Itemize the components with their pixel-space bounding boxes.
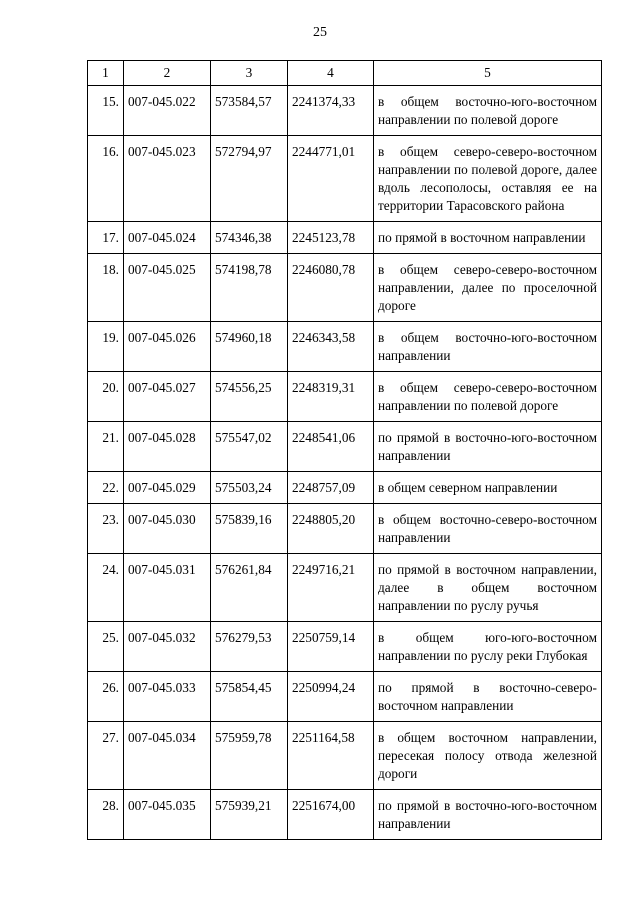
boundary-description: по прямой в восточном направлении, далее в общем восточном направлении по руслу ручья — [374, 554, 602, 622]
row-number: 17. — [88, 222, 124, 254]
row-number: 16. — [88, 136, 124, 222]
point-code: 007-045.033 — [124, 672, 211, 722]
coordinate-y: 2248805,20 — [288, 504, 374, 554]
point-code: 007-045.025 — [124, 254, 211, 322]
boundary-description: в общем восточном направлении, пересекая полосу отвода железной дороги — [374, 722, 602, 790]
page-number: 25 — [313, 25, 327, 40]
table-row — [88, 136, 602, 222]
point-code: 007-045.028 — [124, 422, 211, 472]
coordinate-y: 2250994,24 — [288, 672, 374, 722]
coordinate-y: 2246080,78 — [288, 254, 374, 322]
point-code: 007-045.022 — [124, 86, 211, 136]
coordinate-x: 572794,97 — [211, 136, 288, 222]
table-row — [88, 372, 602, 422]
table-row — [88, 254, 602, 322]
boundary-description: в общем восточно-юго-восточном направлении — [374, 322, 602, 372]
coordinate-y: 2251674,00 — [288, 790, 374, 840]
row-number: 27. — [88, 722, 124, 790]
point-code: 007-045.027 — [124, 372, 211, 422]
boundary-description: по прямой в восточно-юго-восточном направлении — [374, 422, 602, 472]
coordinate-y: 2244771,01 — [288, 136, 374, 222]
boundary-description: в общем северо-северо-восточном направлении по полевой дороге — [374, 372, 602, 422]
table-row — [88, 622, 602, 672]
point-code: 007-045.031 — [124, 554, 211, 622]
boundary-description: в общем северо-северо-восточном направлении, далее по проселочной дороге — [374, 254, 602, 322]
point-code: 007-045.035 — [124, 790, 211, 840]
point-code: 007-045.029 — [124, 472, 211, 504]
coordinate-y: 2248757,09 — [288, 472, 374, 504]
coordinate-x: 574556,25 — [211, 372, 288, 422]
coordinate-x: 574198,78 — [211, 254, 288, 322]
header-col-4: 4 — [288, 61, 374, 86]
coordinate-y: 2241374,33 — [288, 86, 374, 136]
table-row — [88, 790, 602, 840]
header-col-3: 3 — [211, 61, 288, 86]
table-row — [88, 86, 602, 136]
coordinate-y: 2249716,21 — [288, 554, 374, 622]
header-col-2: 2 — [124, 61, 211, 86]
header-col-1: 1 — [88, 61, 124, 86]
coordinate-y: 2246343,58 — [288, 322, 374, 372]
coordinate-x: 573584,57 — [211, 86, 288, 136]
coordinate-x: 575854,45 — [211, 672, 288, 722]
row-number: 18. — [88, 254, 124, 322]
boundary-description: в общем восточно-северо-восточном направлении — [374, 504, 602, 554]
coordinate-x: 574346,38 — [211, 222, 288, 254]
row-number: 25. — [88, 622, 124, 672]
boundary-description: в общем северо-северо-восточном направлении по полевой дороге, далее вдоль лесополосы, оставляя ее на территории Тарасовского района — [374, 136, 602, 222]
point-code: 007-045.026 — [124, 322, 211, 372]
table-row — [88, 722, 602, 790]
point-code: 007-045.030 — [124, 504, 211, 554]
point-code: 007-045.023 — [124, 136, 211, 222]
coordinate-y: 2250759,14 — [288, 622, 374, 672]
coordinate-x: 576279,53 — [211, 622, 288, 672]
table-row — [88, 422, 602, 472]
coordinate-x: 575547,02 — [211, 422, 288, 472]
coordinate-x: 575839,16 — [211, 504, 288, 554]
point-code: 007-045.034 — [124, 722, 211, 790]
row-number: 26. — [88, 672, 124, 722]
boundary-description: в общем юго-юго-восточном направлении по руслу реки Глубокая — [374, 622, 602, 672]
boundary-description: в общем восточно-юго-восточном направлении по полевой дороге — [374, 86, 602, 136]
coordinate-x: 576261,84 — [211, 554, 288, 622]
coordinate-y: 2251164,58 — [288, 722, 374, 790]
boundary-description: по прямой в восточно-северо-восточном направлении — [374, 672, 602, 722]
coordinate-x: 575959,78 — [211, 722, 288, 790]
row-number: 22. — [88, 472, 124, 504]
row-number: 15. — [88, 86, 124, 136]
point-code: 007-045.032 — [124, 622, 211, 672]
row-number: 20. — [88, 372, 124, 422]
table-row — [88, 472, 602, 504]
row-number: 24. — [88, 554, 124, 622]
boundary-points-table — [87, 60, 602, 840]
coordinate-x: 575939,21 — [211, 790, 288, 840]
table-row — [88, 222, 602, 254]
row-number: 23. — [88, 504, 124, 554]
boundary-description: в общем северном направлении — [374, 472, 602, 504]
boundary-description: по прямой в восточном направлении — [374, 222, 602, 254]
table-row — [88, 322, 602, 372]
coordinate-y: 2248319,31 — [288, 372, 374, 422]
table-row — [88, 672, 602, 722]
coordinate-x: 575503,24 — [211, 472, 288, 504]
table-row — [88, 504, 602, 554]
coordinate-x: 574960,18 — [211, 322, 288, 372]
table-row — [88, 554, 602, 622]
header-col-5: 5 — [374, 61, 602, 86]
boundary-description: по прямой в восточно-юго-восточном направлении — [374, 790, 602, 840]
row-number: 19. — [88, 322, 124, 372]
coordinate-y: 2245123,78 — [288, 222, 374, 254]
coordinate-y: 2248541,06 — [288, 422, 374, 472]
point-code: 007-045.024 — [124, 222, 211, 254]
table-body — [88, 86, 602, 840]
row-number: 28. — [88, 790, 124, 840]
row-number: 21. — [88, 422, 124, 472]
table-header-row — [88, 61, 602, 86]
